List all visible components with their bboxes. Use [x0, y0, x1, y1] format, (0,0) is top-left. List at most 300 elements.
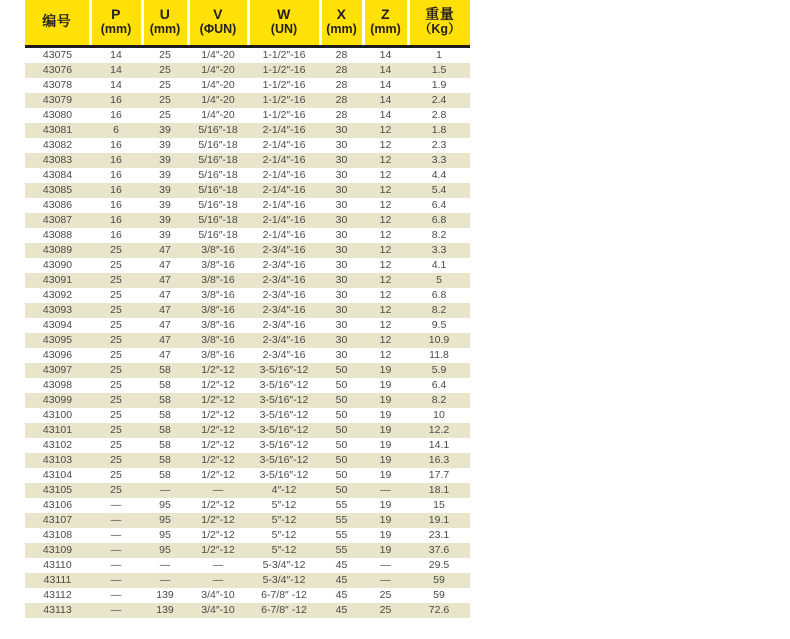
table-cell: 12: [363, 123, 408, 138]
table-row: [25, 573, 470, 588]
table-cell: 5/16″-18: [188, 183, 248, 198]
table-cell: 30: [320, 138, 363, 153]
table-cell: 5″-12: [248, 528, 320, 543]
table-cell: 58: [142, 363, 188, 378]
table-row: [25, 168, 470, 183]
table-cell: 2-3/4″-16: [248, 243, 320, 258]
table-cell: 1-1/2″-16: [248, 63, 320, 78]
table-row: [25, 603, 470, 618]
table-cell: 1/2″-12: [188, 408, 248, 423]
column-label: V: [213, 6, 223, 23]
table-row: [25, 318, 470, 333]
table-cell: 43108: [25, 528, 90, 543]
table-cell: 59: [408, 573, 470, 588]
table-cell: 19: [363, 498, 408, 513]
table-cell: 1/2″-12: [188, 453, 248, 468]
table-cell: 47: [142, 303, 188, 318]
table-cell: 25: [90, 438, 142, 453]
header-row: [25, 0, 470, 46]
table-cell: 12: [363, 198, 408, 213]
table-cell: 58: [142, 423, 188, 438]
table-cell: 2-3/4″-16: [248, 288, 320, 303]
table-cell: 19: [363, 423, 408, 438]
table-cell: 25: [90, 378, 142, 393]
table-cell: 5.4: [408, 183, 470, 198]
table-cell: 3/8″-16: [188, 318, 248, 333]
table-cell: 25: [90, 288, 142, 303]
table-cell: 3/4″-10: [188, 588, 248, 603]
table-cell: 39: [142, 138, 188, 153]
table-row: [25, 138, 470, 153]
table-cell: 6-7/8″ -12: [248, 588, 320, 603]
table-cell: 14: [90, 46, 142, 63]
table-cell: 3-5/16″-12: [248, 408, 320, 423]
table-cell: 45: [320, 603, 363, 618]
table-cell: 2-1/4″-16: [248, 183, 320, 198]
table-cell: 95: [142, 528, 188, 543]
table-cell: 2-1/4″-16: [248, 138, 320, 153]
table-cell: 43111: [25, 573, 90, 588]
table-cell: 12: [363, 258, 408, 273]
spec-table: [25, 0, 470, 618]
table-cell: 1-1/2″-16: [248, 46, 320, 63]
column-label: U: [159, 6, 171, 23]
table-cell: 1/2″-12: [188, 438, 248, 453]
table-cell: 43098: [25, 378, 90, 393]
table-cell: 2-3/4″-16: [248, 318, 320, 333]
table-cell: 43090: [25, 258, 90, 273]
table-row: [25, 258, 470, 273]
table-cell: 16: [90, 228, 142, 243]
table-cell: 4.4: [408, 168, 470, 183]
table-cell: 39: [142, 168, 188, 183]
table-cell: 6-7/8″ -12: [248, 603, 320, 618]
table-cell: 16: [90, 153, 142, 168]
table-cell: 45: [320, 588, 363, 603]
table-cell: 43105: [25, 483, 90, 498]
table-cell: 43092: [25, 288, 90, 303]
table-cell: 1/2″-12: [188, 513, 248, 528]
table-cell: 3-5/16″-12: [248, 378, 320, 393]
table-row: [25, 153, 470, 168]
table-cell: 139: [142, 588, 188, 603]
table-cell: 95: [142, 498, 188, 513]
table-cell: 50: [320, 363, 363, 378]
table-cell: 6.8: [408, 288, 470, 303]
table-cell: 25: [90, 258, 142, 273]
table-cell: 2-3/4″-16: [248, 258, 320, 273]
table-cell: 3/8″-16: [188, 258, 248, 273]
table-cell: 43076: [25, 63, 90, 78]
table-cell: —: [90, 558, 142, 573]
table-cell: 58: [142, 393, 188, 408]
table-cell: 30: [320, 318, 363, 333]
table-cell: —: [142, 558, 188, 573]
table-cell: 6.4: [408, 378, 470, 393]
table-cell: 58: [142, 453, 188, 468]
spec-table-header: [25, 0, 470, 46]
table-cell: 25: [90, 318, 142, 333]
table-cell: 43097: [25, 363, 90, 378]
table-cell: 25: [363, 603, 408, 618]
table-cell: 15: [408, 498, 470, 513]
table-cell: 2-1/4″-16: [248, 228, 320, 243]
table-cell: 5-3/4″-12: [248, 558, 320, 573]
column-header-0: [25, 0, 90, 46]
table-cell: 5/16″-18: [188, 213, 248, 228]
table-cell: 5: [408, 273, 470, 288]
table-cell: 43083: [25, 153, 90, 168]
table-cell: 43106: [25, 498, 90, 513]
table-cell: 19: [363, 528, 408, 543]
table-cell: 43109: [25, 543, 90, 558]
table-cell: 30: [320, 348, 363, 363]
table-cell: 3-5/16″-12: [248, 393, 320, 408]
table-cell: 6.4: [408, 198, 470, 213]
table-row: [25, 468, 470, 483]
table-cell: 72.6: [408, 603, 470, 618]
table-cell: 43085: [25, 183, 90, 198]
table-cell: 55: [320, 543, 363, 558]
table-cell: 28: [320, 46, 363, 63]
table-cell: 58: [142, 408, 188, 423]
table-cell: 30: [320, 333, 363, 348]
table-cell: 1/2″-12: [188, 543, 248, 558]
table-cell: 30: [320, 183, 363, 198]
table-cell: 19: [363, 393, 408, 408]
table-cell: 5/16″-18: [188, 123, 248, 138]
table-cell: 59: [408, 588, 470, 603]
table-cell: 12: [363, 303, 408, 318]
table-row: [25, 198, 470, 213]
table-cell: 25: [142, 108, 188, 123]
table-row: [25, 483, 470, 498]
table-cell: 2.8: [408, 108, 470, 123]
table-cell: 30: [320, 213, 363, 228]
table-cell: —: [188, 573, 248, 588]
table-cell: 12: [363, 228, 408, 243]
table-cell: 43099: [25, 393, 90, 408]
table-cell: 2-1/4″-16: [248, 198, 320, 213]
table-cell: 25: [142, 46, 188, 63]
table-row: [25, 348, 470, 363]
table-row: [25, 123, 470, 138]
table-cell: 47: [142, 288, 188, 303]
table-cell: 18.1: [408, 483, 470, 498]
table-cell: 14: [363, 46, 408, 63]
table-cell: 43094: [25, 318, 90, 333]
table-cell: 47: [142, 348, 188, 363]
table-cell: 10.9: [408, 333, 470, 348]
table-cell: 43080: [25, 108, 90, 123]
table-row: [25, 513, 470, 528]
column-unit: （Kg）: [418, 22, 461, 37]
table-cell: 43100: [25, 408, 90, 423]
table-row: [25, 558, 470, 573]
column-header-3: [188, 0, 248, 46]
table-cell: 43082: [25, 138, 90, 153]
table-cell: 2.4: [408, 93, 470, 108]
table-cell: 5.9: [408, 363, 470, 378]
table-cell: 50: [320, 468, 363, 483]
table-cell: 25: [90, 273, 142, 288]
table-row: [25, 93, 470, 108]
table-cell: 5-3/4″-12: [248, 573, 320, 588]
column-header-7: [408, 0, 470, 46]
table-cell: 50: [320, 423, 363, 438]
table-row: [25, 288, 470, 303]
table-cell: 14: [363, 78, 408, 93]
table-cell: 29.5: [408, 558, 470, 573]
table-cell: 39: [142, 183, 188, 198]
table-cell: 25: [90, 483, 142, 498]
table-cell: 19: [363, 408, 408, 423]
table-cell: 25: [90, 363, 142, 378]
table-row: [25, 333, 470, 348]
table-cell: 17.7: [408, 468, 470, 483]
table-cell: 2-3/4″-16: [248, 273, 320, 288]
table-cell: 39: [142, 153, 188, 168]
table-row: [25, 78, 470, 93]
table-cell: 3-5/16″-12: [248, 438, 320, 453]
table-cell: 5/16″-18: [188, 198, 248, 213]
table-cell: 28: [320, 108, 363, 123]
table-cell: 19: [363, 438, 408, 453]
column-header-5: [320, 0, 363, 46]
column-label: Z: [380, 6, 391, 23]
table-cell: 43078: [25, 78, 90, 93]
table-cell: 25: [90, 408, 142, 423]
table-cell: 47: [142, 333, 188, 348]
column-unit: (mm): [370, 22, 401, 37]
table-cell: 14: [363, 63, 408, 78]
table-cell: 25: [90, 333, 142, 348]
table-cell: 19.1: [408, 513, 470, 528]
table-cell: 16: [90, 138, 142, 153]
table-cell: 1: [408, 46, 470, 63]
column-unit: (mm): [149, 22, 181, 37]
table-cell: 10: [408, 408, 470, 423]
table-cell: 1/4″-20: [188, 46, 248, 63]
table-cell: 139: [142, 603, 188, 618]
table-cell: 12: [363, 153, 408, 168]
table-cell: 39: [142, 228, 188, 243]
table-cell: 12: [363, 348, 408, 363]
table-cell: 1/2″-12: [188, 468, 248, 483]
table-cell: 8.2: [408, 228, 470, 243]
table-cell: 50: [320, 453, 363, 468]
column-unit: (mm): [100, 22, 132, 37]
table-cell: 1.5: [408, 63, 470, 78]
table-cell: 25: [90, 423, 142, 438]
table-cell: 1-1/2″-16: [248, 108, 320, 123]
table-cell: 25: [90, 468, 142, 483]
table-cell: 19: [363, 513, 408, 528]
table-cell: 25: [142, 63, 188, 78]
table-cell: 45: [320, 558, 363, 573]
table-cell: 16.3: [408, 453, 470, 468]
table-cell: 28: [320, 78, 363, 93]
table-cell: 43088: [25, 228, 90, 243]
column-unit: (UN): [270, 22, 298, 37]
table-cell: 3/8″-16: [188, 288, 248, 303]
table-cell: —: [188, 483, 248, 498]
table-cell: 3-5/16″-12: [248, 423, 320, 438]
table-cell: 25: [90, 393, 142, 408]
table-cell: 43102: [25, 438, 90, 453]
table-cell: 3.3: [408, 243, 470, 258]
table-cell: 2-1/4″-16: [248, 123, 320, 138]
table-row: [25, 228, 470, 243]
table-cell: —: [363, 558, 408, 573]
table-cell: 3/8″-16: [188, 348, 248, 363]
table-cell: 1/2″-12: [188, 528, 248, 543]
table-cell: 25: [142, 78, 188, 93]
table-cell: 12: [363, 138, 408, 153]
table-cell: 16: [90, 168, 142, 183]
table-cell: 5/16″-18: [188, 138, 248, 153]
table-cell: 1/2″-12: [188, 378, 248, 393]
table-cell: —: [363, 483, 408, 498]
column-label: X: [336, 6, 347, 23]
table-cell: 47: [142, 318, 188, 333]
table-row: [25, 438, 470, 453]
table-cell: 43103: [25, 453, 90, 468]
table-cell: 19: [363, 363, 408, 378]
table-row: [25, 183, 470, 198]
table-cell: 47: [142, 273, 188, 288]
table-cell: —: [90, 513, 142, 528]
table-cell: —: [142, 483, 188, 498]
table-cell: —: [188, 558, 248, 573]
table-cell: 12: [363, 183, 408, 198]
table-cell: 25: [363, 588, 408, 603]
table-cell: 3/4″-10: [188, 603, 248, 618]
table-cell: 19: [363, 543, 408, 558]
table-cell: 1/4″-20: [188, 108, 248, 123]
table-cell: 30: [320, 303, 363, 318]
table-row: [25, 378, 470, 393]
table-cell: 16: [90, 198, 142, 213]
table-cell: 30: [320, 273, 363, 288]
column-header-6: [363, 0, 408, 46]
column-label: P: [111, 6, 121, 23]
table-cell: 45: [320, 573, 363, 588]
table-cell: 19: [363, 468, 408, 483]
table-cell: 5/16″-18: [188, 153, 248, 168]
table-cell: 14.1: [408, 438, 470, 453]
table-cell: 43089: [25, 243, 90, 258]
table-cell: 1-1/2″-16: [248, 78, 320, 93]
column-label: 编号: [42, 13, 72, 30]
table-cell: 19: [363, 378, 408, 393]
table-cell: 43101: [25, 423, 90, 438]
table-cell: —: [90, 588, 142, 603]
table-cell: 28: [320, 93, 363, 108]
table-cell: 14: [363, 108, 408, 123]
table-cell: 50: [320, 378, 363, 393]
table-cell: 1/2″-12: [188, 423, 248, 438]
table-cell: 1/2″-12: [188, 363, 248, 378]
table-cell: 58: [142, 468, 188, 483]
table-cell: 39: [142, 198, 188, 213]
column-header-4: [248, 0, 320, 46]
table-cell: 5/16″-18: [188, 168, 248, 183]
table-cell: 25: [90, 453, 142, 468]
table-cell: 25: [90, 303, 142, 318]
table-cell: 43079: [25, 93, 90, 108]
table-cell: 30: [320, 258, 363, 273]
table-cell: 2-1/4″-16: [248, 153, 320, 168]
spec-table-body: [25, 46, 470, 618]
table-cell: 43112: [25, 588, 90, 603]
table-cell: 43096: [25, 348, 90, 363]
table-cell: —: [90, 528, 142, 543]
table-cell: 25: [90, 348, 142, 363]
table-cell: 2-1/4″-16: [248, 213, 320, 228]
table-cell: 1/2″-12: [188, 498, 248, 513]
table-row: [25, 63, 470, 78]
column-unit: (ΦUN): [199, 22, 237, 37]
table-cell: 2-3/4″-16: [248, 303, 320, 318]
table-cell: 58: [142, 378, 188, 393]
table-cell: 43093: [25, 303, 90, 318]
table-cell: 8.2: [408, 303, 470, 318]
table-cell: 1-1/2″-16: [248, 93, 320, 108]
table-cell: 39: [142, 213, 188, 228]
table-cell: 12: [363, 273, 408, 288]
table-cell: 3/8″-16: [188, 333, 248, 348]
table-cell: 43095: [25, 333, 90, 348]
table-cell: 3-5/16″-12: [248, 453, 320, 468]
table-cell: 37.6: [408, 543, 470, 558]
table-cell: 95: [142, 513, 188, 528]
table-cell: 30: [320, 288, 363, 303]
table-cell: 28: [320, 63, 363, 78]
table-cell: 55: [320, 528, 363, 543]
table-cell: 43091: [25, 273, 90, 288]
table-row: [25, 393, 470, 408]
table-cell: 3-5/16″-12: [248, 468, 320, 483]
table-row: [25, 498, 470, 513]
table-cell: —: [363, 573, 408, 588]
table-cell: 2-3/4″-16: [248, 333, 320, 348]
table-cell: 16: [90, 213, 142, 228]
table-cell: 25: [90, 243, 142, 258]
table-cell: 30: [320, 123, 363, 138]
table-cell: 1/4″-20: [188, 93, 248, 108]
table-cell: 50: [320, 483, 363, 498]
table-cell: 6: [90, 123, 142, 138]
table-row: [25, 363, 470, 378]
table-cell: 30: [320, 228, 363, 243]
table-row: [25, 543, 470, 558]
table-cell: —: [90, 603, 142, 618]
table-cell: 14: [90, 78, 142, 93]
table-cell: 43107: [25, 513, 90, 528]
table-cell: —: [142, 573, 188, 588]
table-cell: 25: [142, 93, 188, 108]
table-cell: 5″-12: [248, 513, 320, 528]
table-cell: 23.1: [408, 528, 470, 543]
table-cell: 39: [142, 123, 188, 138]
column-label: 重量: [425, 6, 455, 23]
table-cell: 43081: [25, 123, 90, 138]
table-row: [25, 588, 470, 603]
table-row: [25, 213, 470, 228]
table-cell: 30: [320, 153, 363, 168]
table-cell: 43086: [25, 198, 90, 213]
